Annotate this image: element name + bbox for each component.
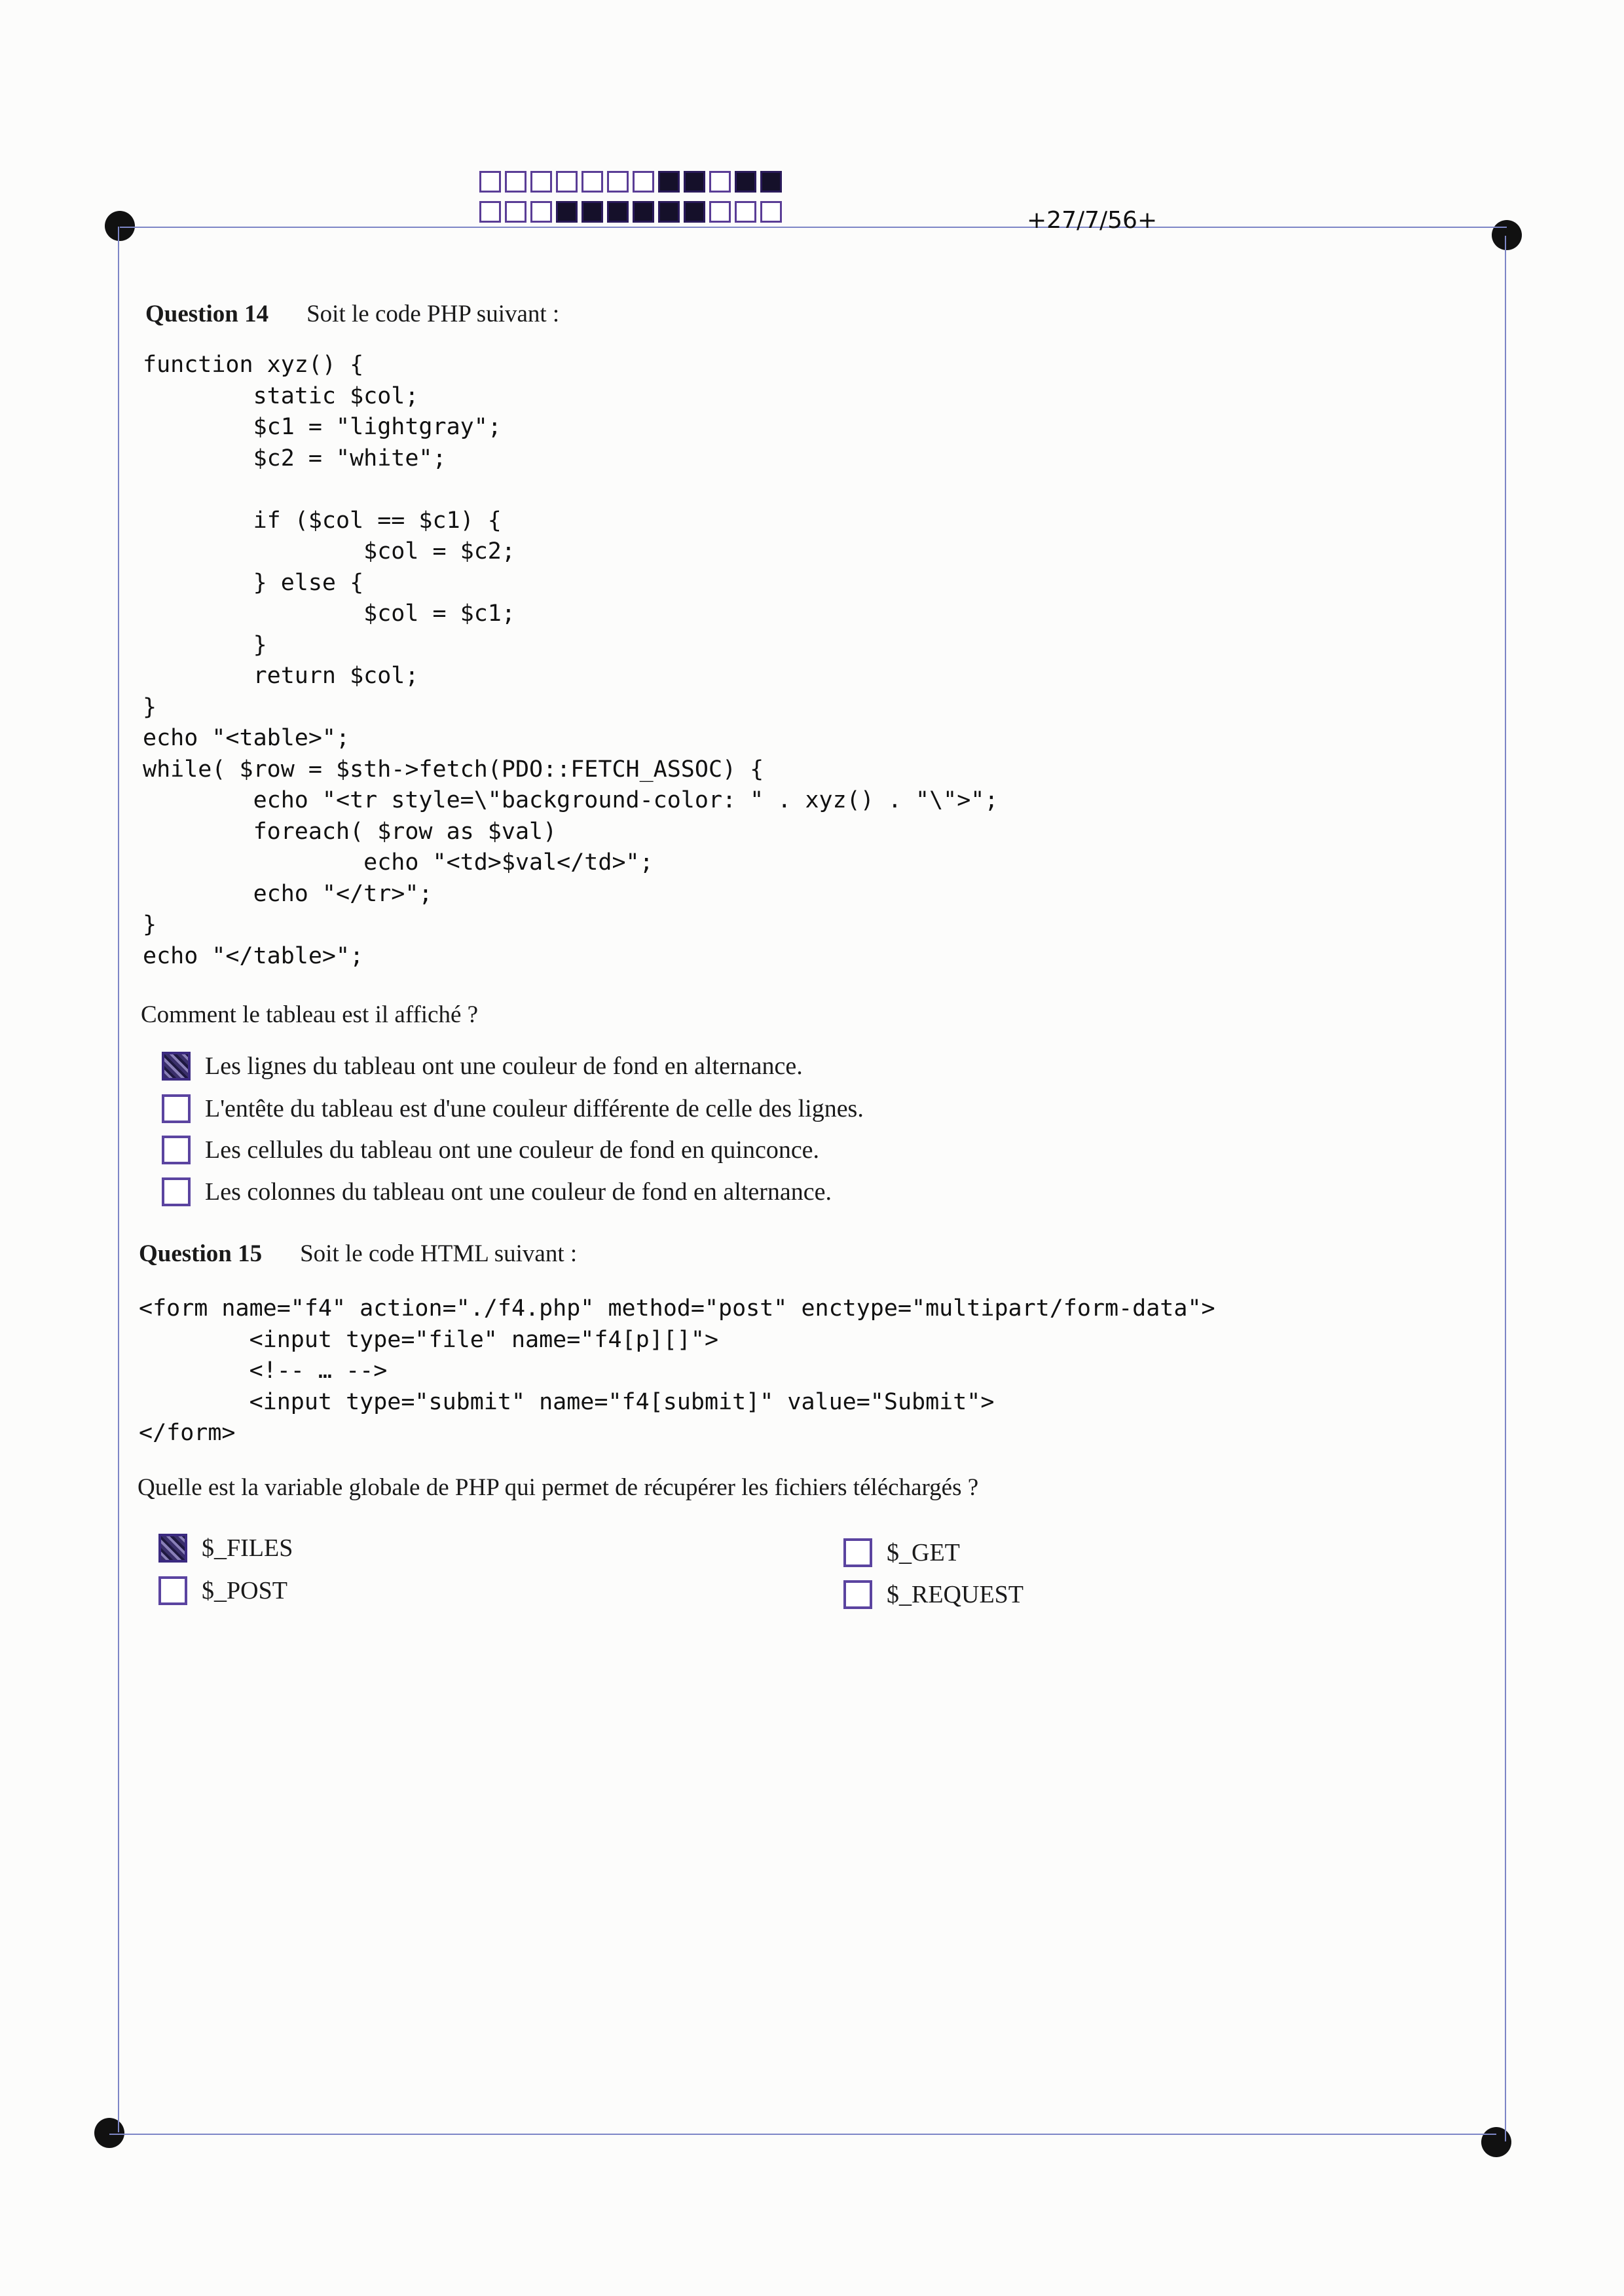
barcode-cell <box>607 201 629 223</box>
html-code-block: <form name="f4" action="./f4.php" method="post" enctype="multipart/form-data"> <input type="file" name="f4[p][]"> <!-- … --> <input type="submit" name="f4[submit]" value="Submit"> </form> <box>139 1295 1215 1446</box>
q14-option-1[interactable] <box>162 1052 803 1081</box>
barcode-cell <box>505 171 526 193</box>
option-label: $_GET <box>887 1539 960 1566</box>
barcode-cell <box>530 171 552 193</box>
barcode-cell <box>530 201 552 223</box>
question-15-prompt: Quelle est la variable globale de PHP qui permet de récupérer les fichiers téléchargés ? <box>138 1474 979 1501</box>
q15-option-files[interactable] <box>158 1534 293 1563</box>
barcode-cell <box>709 201 731 223</box>
barcode-cell <box>735 201 756 223</box>
corner-mark-bottom-left <box>94 2118 124 2148</box>
corner-mark-top-left <box>105 211 135 241</box>
barcode-cell <box>479 201 501 223</box>
frame-left-line <box>118 227 119 2132</box>
checkbox[interactable] <box>843 1580 872 1609</box>
question-intro: Soit le code PHP suivant : <box>306 301 560 327</box>
q15-option-get[interactable] <box>843 1538 960 1567</box>
barcode-cell <box>479 171 501 193</box>
option-label: L'entête du tableau est d'une couleur différente de celle des lignes. <box>205 1095 864 1122</box>
question-14-prompt: Comment le tableau est il affiché ? <box>141 1001 479 1028</box>
frame-top-line <box>120 227 1507 228</box>
option-label: Les cellules du tableau ont une couleur de fond en quinconce. <box>205 1136 820 1164</box>
question-label: Question 15 <box>139 1240 263 1267</box>
barcode-cell <box>581 171 603 193</box>
corner-mark-bottom-right <box>1481 2127 1511 2157</box>
checkbox[interactable] <box>158 1576 187 1605</box>
barcode-cell <box>581 201 603 223</box>
barcode-cell <box>633 171 654 193</box>
q14-option-2[interactable] <box>162 1094 864 1123</box>
barcode-cell <box>633 201 654 223</box>
checkbox[interactable] <box>162 1177 191 1206</box>
option-label: Les colonnes du tableau ont une couleur de fond en alternance. <box>205 1178 832 1206</box>
barcode-cell <box>658 201 680 223</box>
page-id: +27/7/56+ <box>1027 207 1158 234</box>
option-label: Les lignes du tableau ont une couleur de fond en alternance. <box>205 1052 803 1080</box>
question-15-heading <box>139 1240 577 1268</box>
q14-option-3[interactable] <box>162 1136 819 1164</box>
barcode-cell <box>607 171 629 193</box>
question-intro: Soit le code HTML suivant : <box>300 1240 578 1267</box>
barcode-cell <box>556 201 578 223</box>
barcode-cell <box>709 171 731 193</box>
checkbox[interactable] <box>162 1136 191 1164</box>
option-label: $_POST <box>202 1577 287 1604</box>
php-code-block: function xyz() { static $col; $c1 = "lightgray"; $c2 = "white"; if ($col == $c1) { $col = $c2; } else { $col = $c1; } return $col; } echo "<table>"; while( $row = $sth->fetch(PDO::FETCH_ASSOC) { echo "<tr style=\"background-color: " . xyz() . "\">"; foreach( $row as $val) echo "<td>$val</td>"; echo "</tr>"; } echo "</table>"; <box>143 352 999 969</box>
barcode-cell <box>735 171 756 193</box>
checkbox[interactable] <box>843 1538 872 1567</box>
checkbox[interactable] <box>162 1094 191 1123</box>
barcode-row-1 <box>479 171 786 193</box>
barcode-cell <box>760 201 782 223</box>
q15-option-request[interactable] <box>843 1580 1024 1609</box>
barcode-cell <box>760 171 782 193</box>
q14-option-4[interactable] <box>162 1177 832 1206</box>
corner-mark-top-right <box>1492 220 1522 250</box>
option-label: $_FILES <box>202 1534 293 1562</box>
checkbox[interactable] <box>162 1052 191 1081</box>
checkbox[interactable] <box>158 1534 187 1563</box>
barcode-cell <box>684 201 705 223</box>
barcode-cell <box>505 201 526 223</box>
barcode-cell <box>556 171 578 193</box>
question-14-heading <box>145 300 559 328</box>
barcode-row-2 <box>479 201 786 223</box>
question-label: Question 14 <box>145 301 269 327</box>
frame-bottom-line <box>109 2134 1496 2135</box>
barcode-cell <box>658 171 680 193</box>
q15-option-post[interactable] <box>158 1576 287 1605</box>
frame-right-line <box>1505 236 1506 2141</box>
barcode-cell <box>684 171 705 193</box>
option-label: $_REQUEST <box>887 1581 1024 1608</box>
